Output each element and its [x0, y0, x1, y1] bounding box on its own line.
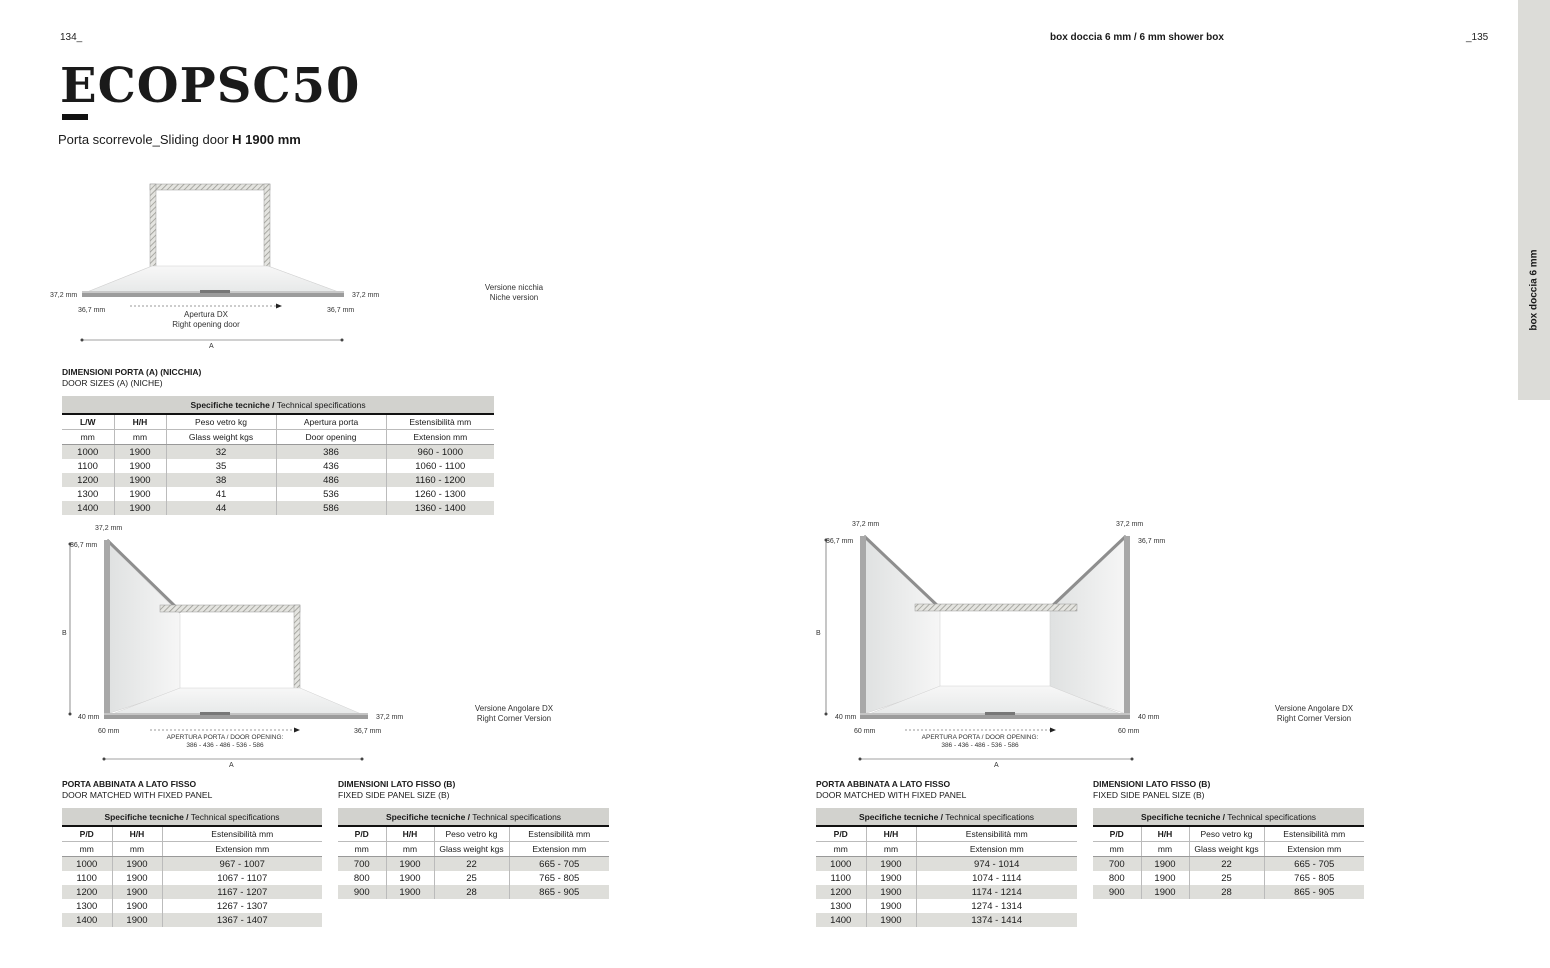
table-unit-row	[62, 842, 322, 857]
table-row	[816, 913, 1077, 927]
corner-right-opening	[905, 734, 1055, 750]
table-header-row	[1093, 826, 1364, 842]
table-cell: 1267 - 1307	[216, 900, 268, 912]
table-cell: 665 - 705	[1264, 857, 1364, 872]
door-right-caption	[816, 808, 1077, 826]
corner-right-diagram	[0, 0, 1, 1]
subtitle-text: Porta scorrevole_Sliding door	[58, 132, 233, 147]
table-cell: 1367 - 1407	[162, 913, 322, 927]
table-cell: 765 - 805	[539, 872, 580, 884]
table-cell: Peso vetro kg	[1189, 826, 1264, 842]
table-cell: 1900	[112, 885, 162, 899]
table-cell: 536	[276, 487, 386, 501]
table-cell: mm	[866, 842, 916, 857]
table-cell: 1900	[866, 885, 916, 899]
table-cell: 44	[166, 501, 276, 515]
table-cell: 765 - 805	[1294, 872, 1335, 884]
corner-left-dim-bottom-left: 40 mm	[78, 714, 100, 721]
table-cell: Glass weight kgs	[1189, 842, 1264, 857]
side-tab-label: box doccia 6 mm	[1528, 249, 1540, 331]
table-cell: 1200	[62, 473, 114, 487]
table-cell: 1400	[62, 913, 112, 927]
corner-right-axis-a: A	[994, 762, 999, 769]
table-cell: 1900	[866, 899, 916, 913]
table-cell: 1900	[866, 913, 916, 927]
table-cell: L/W	[62, 414, 114, 430]
table-row	[62, 871, 322, 885]
table-cell: H/H	[112, 826, 162, 842]
corner-left-axis-b: B	[62, 630, 67, 637]
table-cell: 1167 - 1207	[162, 885, 322, 899]
table-cell: 386	[276, 445, 386, 460]
corner-left-version	[466, 704, 562, 724]
table-header-row	[338, 826, 609, 842]
corner-right-dim-br: 40 mm	[1138, 714, 1160, 721]
caption-bold: Specifiche tecniche /	[1140, 811, 1226, 822]
niche-opening-label	[158, 310, 254, 330]
table-cell: 1900	[112, 913, 162, 927]
table-cell: 665 - 705	[509, 857, 609, 872]
table-cell: 1900	[1141, 871, 1189, 885]
table-cell: 700	[338, 857, 386, 872]
table-cell: P/D	[62, 826, 112, 842]
corner-right-opening-title: APERTURA PORTA / DOOR OPENING:	[921, 734, 1039, 741]
table-cell: mm	[62, 430, 114, 445]
corner-left-dim-bottom-right: 37,2 mm	[376, 714, 404, 721]
niche-table-title: DIMENSIONI PORTA (A) (NICCHIA)	[62, 367, 202, 377]
niche-dim-left: 37,2 mm	[50, 292, 78, 299]
fixed-right-table-body	[1093, 826, 1364, 899]
table-unit-row	[338, 842, 609, 857]
table-cell: 486	[276, 473, 386, 487]
table-cell: 1900	[114, 501, 166, 515]
table-row	[816, 871, 1077, 885]
table-cell: 1200	[816, 885, 866, 899]
niche-table-body	[62, 414, 494, 515]
fixed-left-table-body	[338, 826, 609, 899]
table-cell: 1100	[62, 871, 112, 885]
table-cell: 900	[338, 885, 386, 899]
caption-bold: Specifiche tecniche /	[858, 811, 944, 822]
table-cell: mm	[112, 842, 162, 857]
table-cell: 1000	[816, 857, 866, 872]
table-row	[62, 445, 494, 460]
table-cell: Apertura porta	[276, 414, 386, 430]
corner-right-dim-top-right: 37,2 mm	[1116, 521, 1144, 528]
caption-text: Technical specifications	[943, 811, 1035, 822]
corner-left-axis-a: A	[229, 762, 234, 769]
door-right-title: PORTA ABBINATA A LATO FISSO	[816, 779, 951, 789]
table-cell: mm	[62, 842, 112, 857]
fixed-left-subtitle: FIXED SIDE PANEL SIZE (B)	[338, 790, 450, 800]
table-cell: H/H	[114, 414, 166, 430]
table-row	[816, 885, 1077, 899]
table-cell: Peso vetro kg	[166, 414, 276, 430]
table-cell: Estensibilità mm	[916, 826, 1077, 842]
table-cell: 28	[434, 885, 509, 899]
niche-version-it: Versione nicchia	[484, 283, 544, 292]
table-cell: 1100	[816, 871, 866, 885]
table-cell: mm	[1093, 842, 1141, 857]
table-cell: 1300	[62, 899, 112, 913]
table-header-row	[62, 826, 322, 842]
corner-right-dim-bl: 40 mm	[835, 714, 857, 721]
table-row	[338, 857, 609, 872]
door-right-subtitle: DOOR MATCHED WITH FIXED PANEL	[816, 790, 967, 800]
table-cell: P/D	[1093, 826, 1141, 842]
caption-text: Technical specifications	[1225, 811, 1317, 822]
corner-left-version-en: Right Corner Version	[476, 714, 552, 723]
table-cell: Estensibilità mm	[162, 826, 322, 842]
corner-right-version-en: Right Corner Version	[1276, 714, 1352, 723]
table-row	[62, 885, 322, 899]
fixed-right-caption	[1093, 808, 1364, 826]
table-cell: mm	[386, 842, 434, 857]
table-header-row	[62, 414, 494, 430]
fixed-left-spec-table	[338, 808, 609, 899]
page-header: box doccia 6 mm / 6 mm shower box	[1050, 32, 1224, 43]
table-cell: 1900	[386, 885, 434, 899]
table-cell: 1260 - 1300	[414, 488, 466, 500]
niche-dim-bottom-left: 36,7 mm	[78, 307, 106, 314]
table-unit-row	[816, 842, 1077, 857]
table-cell: Door opening	[276, 430, 386, 445]
table-cell: Extension mm	[386, 430, 494, 445]
caption-text: Technical specifications	[188, 811, 280, 822]
table-cell: Estensibilità mm	[1264, 826, 1364, 842]
table-cell: 1300	[62, 487, 114, 501]
table-cell: 1300	[816, 899, 866, 913]
niche-opening-it: Apertura DX	[183, 310, 229, 319]
product-subtitle	[58, 132, 301, 147]
corner-left-dim-top-left: 36,7 mm	[70, 542, 98, 549]
corner-left-dim-60: 60 mm	[98, 728, 120, 735]
table-cell: 865 - 905	[1264, 885, 1364, 899]
table-cell: Peso vetro kg	[434, 826, 509, 842]
table-cell: 1900	[114, 487, 166, 501]
table-row	[62, 459, 494, 473]
table-cell: P/D	[338, 826, 386, 842]
table-cell: 1900	[1141, 885, 1189, 899]
table-cell: Extension mm	[1264, 842, 1364, 857]
table-cell: 1900	[114, 473, 166, 487]
table-cell: 1900	[114, 445, 166, 460]
niche-dim-bottom-right: 36,7 mm	[327, 307, 355, 314]
table-cell: 1900	[866, 871, 916, 885]
corner-right-version	[1266, 704, 1362, 724]
table-cell: 1067 - 1107	[217, 872, 268, 884]
table-cell: 1900	[386, 857, 434, 872]
table-unit-row	[62, 430, 494, 445]
table-row	[338, 885, 609, 899]
corner-right-version-it: Versione Angolare DX	[1274, 704, 1354, 713]
table-row	[62, 913, 322, 927]
corner-right-dim-tr: 36,7 mm	[1138, 538, 1166, 545]
door-left-title: PORTA ABBINATA A LATO FISSO	[62, 779, 197, 789]
table-cell: 960 - 1000	[386, 445, 494, 460]
table-cell: 1900	[1141, 857, 1189, 872]
table-cell: 700	[1093, 857, 1141, 872]
table-row	[62, 899, 322, 913]
table-cell: Extension mm	[162, 842, 322, 857]
table-cell: 38	[166, 473, 276, 487]
table-cell: 1060 - 1100	[415, 460, 466, 472]
caption-text: Technical specifications	[274, 399, 366, 410]
table-cell: 28	[1189, 885, 1264, 899]
corner-left-opening	[150, 734, 300, 750]
subtitle-height: H 1900 mm	[232, 132, 301, 147]
table-cell: mm	[1141, 842, 1189, 857]
right-page-number: _135	[1466, 32, 1489, 43]
model-name: ECOPSC50	[60, 58, 361, 114]
table-unit-row	[1093, 842, 1364, 857]
fixed-right-title: DIMENSIONI LATO FISSO (B)	[1093, 779, 1211, 789]
table-cell: 25	[434, 871, 509, 885]
niche-axis-a: A	[209, 343, 214, 350]
table-row	[1093, 871, 1364, 885]
door-left-subtitle: DOOR MATCHED WITH FIXED PANEL	[62, 790, 213, 800]
door-left-caption	[62, 808, 322, 826]
niche-version-en: Niche version	[489, 293, 539, 302]
caption-bold: Specifiche tecniche /	[385, 811, 471, 822]
table-cell: 967 - 1007	[162, 857, 322, 872]
fixed-left-title: DIMENSIONI LATO FISSO (B)	[338, 779, 456, 789]
table-cell: H/H	[386, 826, 434, 842]
table-cell: 800	[1093, 871, 1141, 885]
table-cell: 1900	[112, 871, 162, 885]
niche-opening-en: Right opening door	[172, 320, 240, 329]
table-cell: 586	[276, 501, 386, 515]
door-left-spec-table	[62, 808, 322, 927]
door-left-table-body	[62, 826, 322, 927]
table-cell: Glass weight kgs	[166, 430, 276, 445]
fixed-right-spec-table	[1093, 808, 1364, 899]
table-row	[1093, 857, 1364, 872]
corner-right-dim-tl: 36,7 mm	[826, 538, 854, 545]
niche-dim-right: 37,2 mm	[352, 292, 380, 299]
door-right-table-body	[816, 826, 1077, 927]
table-cell: mm	[816, 842, 866, 857]
table-cell: mm	[114, 430, 166, 445]
table-row	[816, 899, 1077, 913]
corner-left-opening-title: APERTURA PORTA / DOOR OPENING:	[166, 734, 284, 741]
table-cell: 1274 - 1314	[971, 900, 1023, 912]
table-cell: 1000	[62, 857, 112, 872]
corner-right-dim-top-left: 37,2 mm	[852, 521, 880, 528]
table-cell: 1900	[866, 857, 916, 872]
table-cell: Extension mm	[509, 842, 609, 857]
table-cell: 35	[166, 459, 276, 473]
left-page-number: 134_	[60, 32, 83, 43]
niche-spec-table	[62, 396, 494, 515]
table-cell: 25	[1189, 871, 1264, 885]
niche-version-label	[474, 283, 554, 303]
table-cell: mm	[338, 842, 386, 857]
table-cell: H/H	[1141, 826, 1189, 842]
door-right-spec-table	[816, 808, 1077, 927]
table-cell: 1400	[62, 501, 114, 515]
table-row	[62, 501, 494, 515]
caption-bold: Specifiche tecniche /	[104, 811, 189, 822]
table-row	[816, 857, 1077, 872]
table-cell: 1360 - 1400	[386, 501, 494, 515]
table-cell: 1200	[62, 885, 112, 899]
table-cell: 1074 - 1114	[972, 872, 1022, 884]
table-row	[338, 871, 609, 885]
table-cell: 1900	[112, 857, 162, 872]
table-cell: Estensibilità mm	[509, 826, 609, 842]
table-cell: Estensibilità mm	[386, 414, 494, 430]
table-cell: 1000	[62, 445, 114, 460]
table-cell: 436	[276, 459, 386, 473]
table-cell: 41	[166, 487, 276, 501]
table-cell: 974 - 1014	[916, 857, 1077, 872]
table-cell: 1100	[62, 459, 114, 473]
niche-table-subtitle: DOOR SIZES (A) (NICHE)	[62, 378, 163, 388]
model-underline	[62, 114, 88, 120]
corner-right-dim-60-right: 60 mm	[1118, 728, 1140, 735]
table-row	[62, 857, 322, 872]
table-cell: Extension mm	[916, 842, 1077, 857]
table-cell: 865 - 905	[509, 885, 609, 899]
caption-bold: Specifiche tecniche /	[190, 399, 275, 410]
table-cell: 1400	[816, 913, 866, 927]
table-cell: 1900	[114, 459, 166, 473]
table-cell: 1900	[386, 871, 434, 885]
table-cell: P/D	[816, 826, 866, 842]
fixed-left-caption	[338, 808, 609, 826]
table-header-row	[816, 826, 1077, 842]
table-cell: H/H	[866, 826, 916, 842]
niche-table-caption	[62, 396, 494, 414]
fixed-right-subtitle: FIXED SIDE PANEL SIZE (B)	[1093, 790, 1205, 800]
corner-left-dim-367: 36,7 mm	[354, 728, 382, 735]
table-row	[62, 487, 494, 501]
table-cell: 1900	[112, 899, 162, 913]
table-cell: 900	[1093, 885, 1141, 899]
corner-left-dim-top: 37,2 mm	[95, 525, 123, 532]
table-cell: 800	[338, 871, 386, 885]
table-row	[62, 473, 494, 487]
side-tab	[1518, 0, 1550, 400]
table-cell: 1160 - 1200	[386, 473, 494, 487]
caption-text: Technical specifications	[470, 811, 562, 822]
corner-right-opening-values: 386 - 436 - 486 - 536 - 586	[941, 742, 1019, 749]
corner-left-version-it: Versione Angolare DX	[474, 704, 554, 713]
table-cell: 1174 - 1214	[916, 885, 1077, 899]
table-row	[1093, 885, 1364, 899]
table-cell: 1374 - 1414	[916, 913, 1077, 927]
table-cell: Glass weight kgs	[434, 842, 509, 857]
table-cell: 22	[434, 857, 509, 872]
table-cell: 22	[1189, 857, 1264, 872]
table-cell: 32	[166, 445, 276, 460]
corner-left-opening-values: 386 - 436 - 486 - 536 - 586	[186, 742, 264, 749]
corner-right-dim-60-left: 60 mm	[854, 728, 876, 735]
corner-right-axis-b: B	[816, 630, 821, 637]
